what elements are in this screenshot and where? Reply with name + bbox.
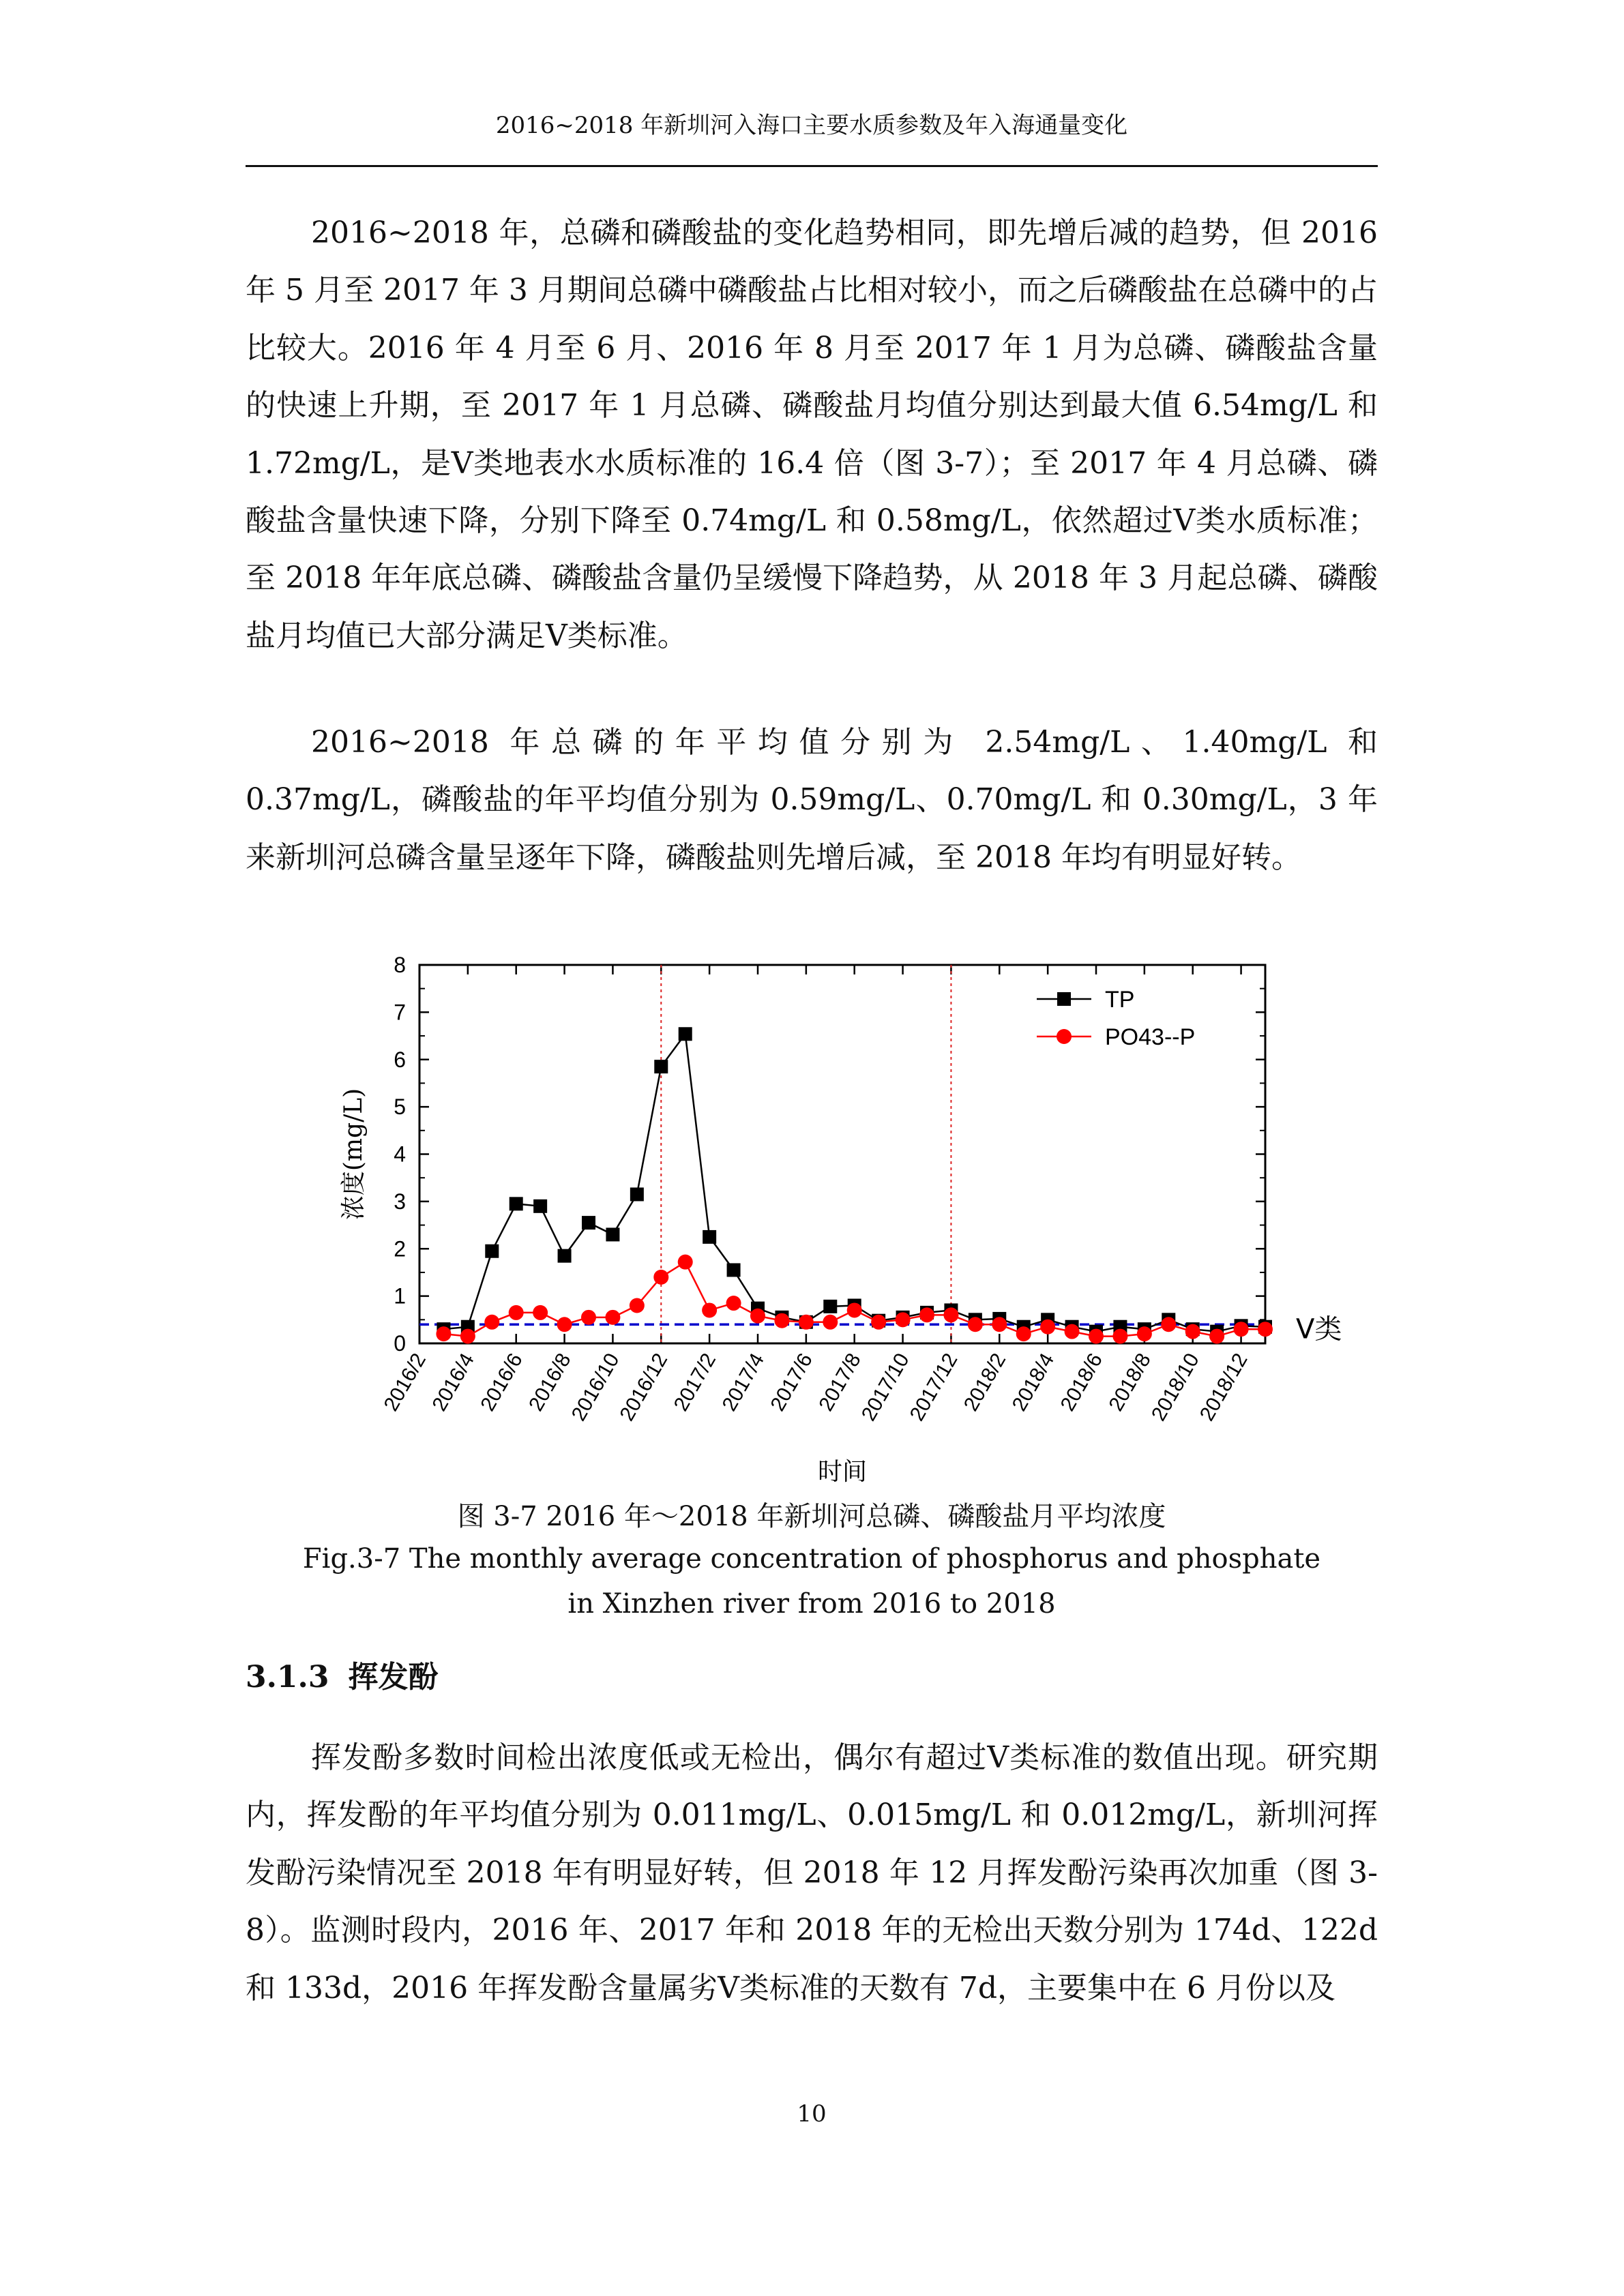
po4-data-point (799, 1315, 814, 1330)
x-tick-label: 2017/2 (669, 1350, 721, 1415)
y-tick-label: 1 (394, 1283, 406, 1309)
po4-data-point (968, 1317, 983, 1332)
x-tick-label: 2018/6 (1056, 1350, 1108, 1415)
po4-data-point (460, 1329, 475, 1344)
po4-data-point (896, 1312, 911, 1327)
section-heading (246, 1657, 438, 1698)
po4-data-point (557, 1317, 572, 1332)
paragraph-volatile-phenol: 挥发酚多数时间检出浓度低或无检出，偶尔有超过Ⅴ类标准的数值出现。研究期内，挥发酚的年平均值分别为 0.011mg/L、0.015mg/L 和 0.012mg/L，新圳河挥发酚污染情况至 2018 年有明显好转，但 2018 年 12 月挥发酚污染再次加重（图 3-8）。监测时段内，2016 年、2017 年和 2018 年的无检出天数分别为 174d、122d 和 133d，2016 年挥发酚含量属劣Ⅴ类标准的天数有 7d，主要集中在 6 月份以及 (246, 1740, 1378, 2006)
x-tick-label: 2018/10 (1147, 1350, 1204, 1425)
x-tick-label: 2016/2 (379, 1350, 431, 1415)
po4-data-point (726, 1296, 741, 1311)
po4-data-point (1089, 1329, 1104, 1344)
section-title: 挥发酚 (348, 1660, 439, 1695)
figure-caption-en-line2: in Xinzhen river from 2016 to 2018 (567, 1588, 1056, 1620)
tp-data-point (558, 1249, 572, 1263)
po4-data-point (1209, 1329, 1224, 1344)
x-tick-label: 2018/4 (1007, 1350, 1059, 1415)
line-chart (314, 938, 1378, 1490)
po4-data-point (702, 1302, 717, 1317)
series-line-tp (443, 1034, 1265, 1331)
x-tick-label: 2018/8 (1104, 1350, 1155, 1415)
po4-data-point (1258, 1322, 1273, 1337)
plot-frame (419, 965, 1265, 1343)
po4-data-point (919, 1307, 934, 1322)
x-axis-title: 时间 (817, 1458, 868, 1486)
po4-data-point (1234, 1322, 1249, 1337)
y-tick-label: 4 (394, 1142, 406, 1167)
po4-data-point (484, 1315, 499, 1330)
x-tick-label: 2016/12 (615, 1350, 673, 1425)
po4-data-point (509, 1305, 524, 1320)
x-tick-label: 2016/8 (525, 1350, 576, 1415)
x-tick-label: 2017/6 (766, 1350, 817, 1415)
figure-caption-cn: 图 3-7 2016 年～2018 年新圳河总磷、磷酸盐月平均浓度 (457, 1501, 1166, 1532)
po4-data-point (1065, 1324, 1080, 1339)
po4-data-point (774, 1313, 789, 1328)
tp-data-point (582, 1216, 595, 1229)
x-tick-label: 2016/4 (428, 1350, 479, 1415)
po4-data-point (871, 1315, 886, 1330)
po4-data-point (436, 1326, 451, 1341)
paragraph-phosphorus-annual: 2016~2018 年总磷的年平均值分别为 2.54mg/L、1.40mg/L 和 0.37mg/L，磷酸盐的年平均值分别为 0.59mg/L、0.70mg/L 和 0.30mg/L，3 年来新圳河总磷含量呈逐年下降，磷酸盐则先增后减，至 2018 年均有明显好转。 (246, 725, 1378, 875)
y-tick-label: 5 (394, 1094, 406, 1120)
po4-data-point (943, 1307, 958, 1322)
header-rule (246, 165, 1378, 167)
legend-label: PO43--P (1105, 1024, 1196, 1050)
x-tick-label: 2018/12 (1195, 1350, 1252, 1425)
x-tick-label: 2016/6 (476, 1350, 527, 1415)
class-v-label: Ⅴ类 (1296, 1314, 1342, 1345)
tp-data-point (485, 1244, 499, 1258)
tp-data-point (703, 1230, 716, 1244)
section-number: 3.1.3 (246, 1660, 329, 1695)
y-tick-label: 0 (394, 1331, 406, 1356)
x-tick-label: 2018/2 (959, 1350, 1011, 1415)
po4-data-point (1016, 1326, 1031, 1341)
y-tick-label: 7 (394, 1000, 406, 1025)
legend-label: TP (1105, 987, 1135, 1013)
y-axis-title: 浓度(mg/L) (340, 1088, 368, 1221)
figure-3-7-chart (314, 938, 1378, 1490)
po4-data-point (823, 1315, 838, 1330)
po4-data-point (1112, 1329, 1127, 1344)
po4-data-point (581, 1310, 596, 1325)
po4-data-point (1185, 1324, 1200, 1339)
po4-data-point (1161, 1317, 1176, 1332)
po4-data-point (1040, 1320, 1055, 1335)
y-tick-label: 6 (394, 1047, 406, 1072)
y-tick-label: 2 (394, 1236, 406, 1262)
po4-data-point (847, 1302, 862, 1317)
po4-data-point (992, 1317, 1007, 1332)
x-tick-label: 2016/10 (567, 1350, 624, 1425)
x-tick-label: 2017/4 (718, 1350, 769, 1415)
figure-caption-en-line1: Fig.3-7 The monthly average concentration of phosphorus and phosphate (302, 1543, 1321, 1575)
po4-data-point (678, 1255, 693, 1270)
tp-data-point (654, 1060, 668, 1073)
tp-data-point (533, 1199, 547, 1213)
tp-data-point (510, 1197, 523, 1210)
po4-data-point (605, 1310, 620, 1325)
legend-marker-circle (1057, 1029, 1072, 1044)
y-tick-label: 3 (394, 1189, 406, 1214)
y-tick-label: 8 (394, 953, 406, 977)
x-tick-label: 2017/8 (814, 1350, 866, 1415)
po4-data-point (750, 1309, 765, 1324)
tp-data-point (679, 1027, 692, 1041)
x-tick-label: 2017/12 (905, 1350, 962, 1425)
tp-data-point (823, 1300, 837, 1313)
page-number: 10 (797, 2100, 827, 2128)
tp-data-point (727, 1263, 741, 1277)
po4-data-point (630, 1298, 645, 1313)
po4-data-point (653, 1270, 668, 1285)
tp-data-point (606, 1227, 619, 1241)
paragraph-phosphorus-trend: 2016~2018 年，总磷和磷酸盐的变化趋势相同，即先增后减的趋势，但 2016 年 5 月至 2017 年 3 月期间总磷中磷酸盐占比相对较小，而之后磷酸盐在总磷中的占比较大。2016 年 4 月至 6 月、2016 年 8 月至 2017 年 1 月为总磷、磷酸盐含量的快速上升期，至 2017 年 1 月总磷、磷酸盐月均值分别达到最大值 6.54mg/L 和 1.72mg/L，是Ⅴ类地表水水质标准的 16.4 倍（图 3-7）；至 2017 年 4 月总磷、磷酸盐含量快速下降，分别下降至 0.74mg/L 和 0.58mg/L，依然超过Ⅴ类水质标准；至 2018 年年底总磷、磷酸盐含量仍呈缓慢下降趋势，从 2018 年 3 月起总磷、磷酸盐月均值已大部分满足Ⅴ类标准。 (246, 215, 1378, 653)
running-header: 2016~2018 年新圳河入海口主要水质参数及年入海通量变化 (495, 112, 1128, 139)
po4-data-point (1137, 1326, 1152, 1341)
tp-data-point (630, 1187, 644, 1201)
legend-marker-square (1057, 992, 1071, 1006)
po4-data-point (533, 1305, 548, 1320)
x-tick-label: 2017/10 (857, 1350, 914, 1425)
